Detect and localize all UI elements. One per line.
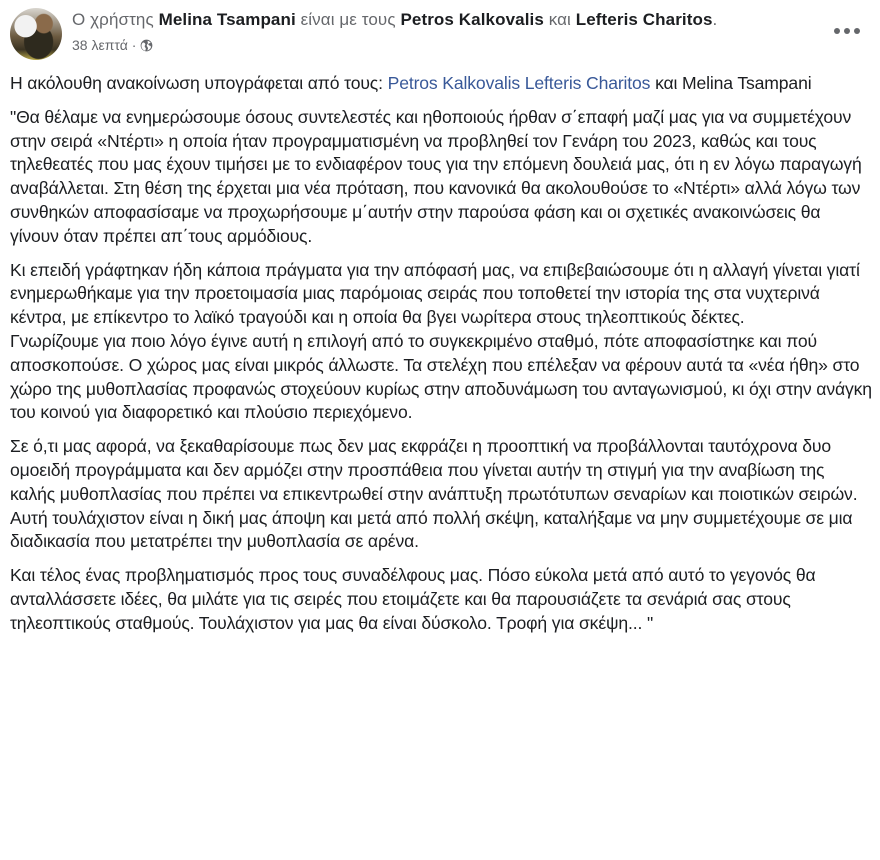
- intro-text: Η ακόλουθη ανακοίνωση υπογράφεται από τους:: [10, 73, 388, 93]
- post-meta: [72, 37, 153, 53]
- header-conjunction: και: [548, 10, 571, 29]
- post-header: [0, 0, 880, 66]
- globe-icon[interactable]: [140, 39, 153, 52]
- post-paragraph-3-text: Γνωρίζουμε για ποιο λόγο έγινε αυτή η επιλογή από το συγκεκριμένο σταθμό, πότε αποφασίστηκε και πού αποσκοπούσε. Ο χώρος μας είναι μικρός άλλωστε. Τα στελέχη που επέλεξαν να φέρουν αυτά τα «νέα ήθη» στο χώρο της μυθοπλασίας προφανώς στοχεύουν κυρίως στην αποδυνάμωση του ανταγωνισμού, κι όχι στην ανάγκη του κοινού για διαφορετικό και πλούσιο περιεχόμενο.: [10, 330, 872, 423]
- avatar[interactable]: [10, 8, 62, 60]
- intro-text-after: και Melina Tsampani: [650, 73, 812, 93]
- post-paragraph-4: Σε ό,τι μας αφορά, να ξεκαθαρίσουμε πως δεν μας εκφράζει η προοπτική να προβάλλονται ταυτόχρονα δυο ομοειδή προγράμματα και δεν αρμόζει στην προσπάθεια που γίνεται αυτήν τη στιγμή για την αναβίωση της καλής μυθοπλασίας που πρέπει να επικεντρωθεί στην ανάπτυξη πρωτότυπων σεναρίων και ποιοτικών σειρών. Αυτή τουλάχιστον είναι η δική μας άποψη και μετά από πολλή σκέψη, καταλήξαμε να μην συμμετέχουμε σε μια διαδικασία που μετατρέπει την μυθοπλασία σε αρένα.: [10, 436, 858, 552]
- post-paragraph-5: Και τέλος ένας προβληματισμός προς τους συναδέλφους μας. Πόσο εύκολα μετά από αυτό το γεγονός θα ανταλλάσσετε ιδέες, θα μιλάτε για τις σειρές που ετοιμάζετε και θα παρουσιάζετε τα σενάριά σας στους τηλεοπτικούς σταθμούς. Τουλάχιστον για μας θα είναι δύσκολο. Τροφή για σκέψη... ": [10, 565, 816, 633]
- post-paragraph-1: "Θα θέλαμε να ενημερώσουμε όσους συντελεστές και ηθοποιούς ήρθαν σ΄επαφή μαζί μας για να συμμετέχουν στην σειρά «Ντέρτι» η οποία ήταν προγραμματισμένη να προβληθεί τον Γενάρη του 2023, καθώς και τους τηλεθεατές που μας έχουν τιμήσει με το ενδιαφέρον τους για την επόμενη δουλειά μας, ότι η εν λόγω παραγωγή αναβάλλεται. Στη θέση της έρχεται μια νέα πρόταση, που κανονικά θα ακολουθούσε το «Ντέρτι» αλλά λόγω των συνθηκών αποφασίσαμε να προχωρήσουμε μ΄αυτήν στην παρούσα φάση και οι σχετικές ανακοινώσεις θα γίνουν όταν πρέπει απ΄τους αρμόδιους.: [10, 106, 862, 246]
- post-body: [10, 72, 872, 646]
- intro-paragraph: [10, 72, 872, 96]
- meta-separator: ·: [131, 37, 137, 53]
- header-suffix: .: [712, 10, 718, 29]
- post-timestamp-link[interactable]: 38 λεπτά: [72, 37, 128, 53]
- author-name-link[interactable]: Melina Tsampani: [158, 10, 296, 29]
- header-middle: είναι με τους: [300, 10, 396, 29]
- header-prefix: Ο χρήστης: [72, 10, 154, 29]
- signer-link-2[interactable]: Lefteris Charitos: [524, 73, 651, 93]
- more-dot-icon: [844, 28, 850, 34]
- post-paragraph-2: [10, 259, 872, 426]
- more-dot-icon: [834, 28, 840, 34]
- tagged-user-link-2[interactable]: Lefteris Charitos: [575, 10, 713, 29]
- more-options-button[interactable]: [834, 24, 860, 38]
- more-dot-icon: [854, 28, 860, 34]
- post-paragraph-2-text: Κι επειδή γράφτηκαν ήδη κάποια πράγματα για την απόφασή μας, να επιβεβαιώσουμε ότι η αλλαγή γίνεται γιατί ενημερωθήκαμε για την προετοιμασία μιας παρόμοιας σειράς που τοποθετεί την ιστορία της στα νυχτερινά κέντρα, με επίκεντρο το λαϊκό τραγούδι και η οποία θα βγει νωρίτερα στους τηλεοπτικούς δέκτες.: [10, 259, 860, 328]
- tagged-user-link-1[interactable]: Petros Kalkovalis: [400, 10, 544, 29]
- signer-link-1[interactable]: Petros Kalkovalis: [387, 73, 521, 93]
- post-header-line: [72, 10, 717, 30]
